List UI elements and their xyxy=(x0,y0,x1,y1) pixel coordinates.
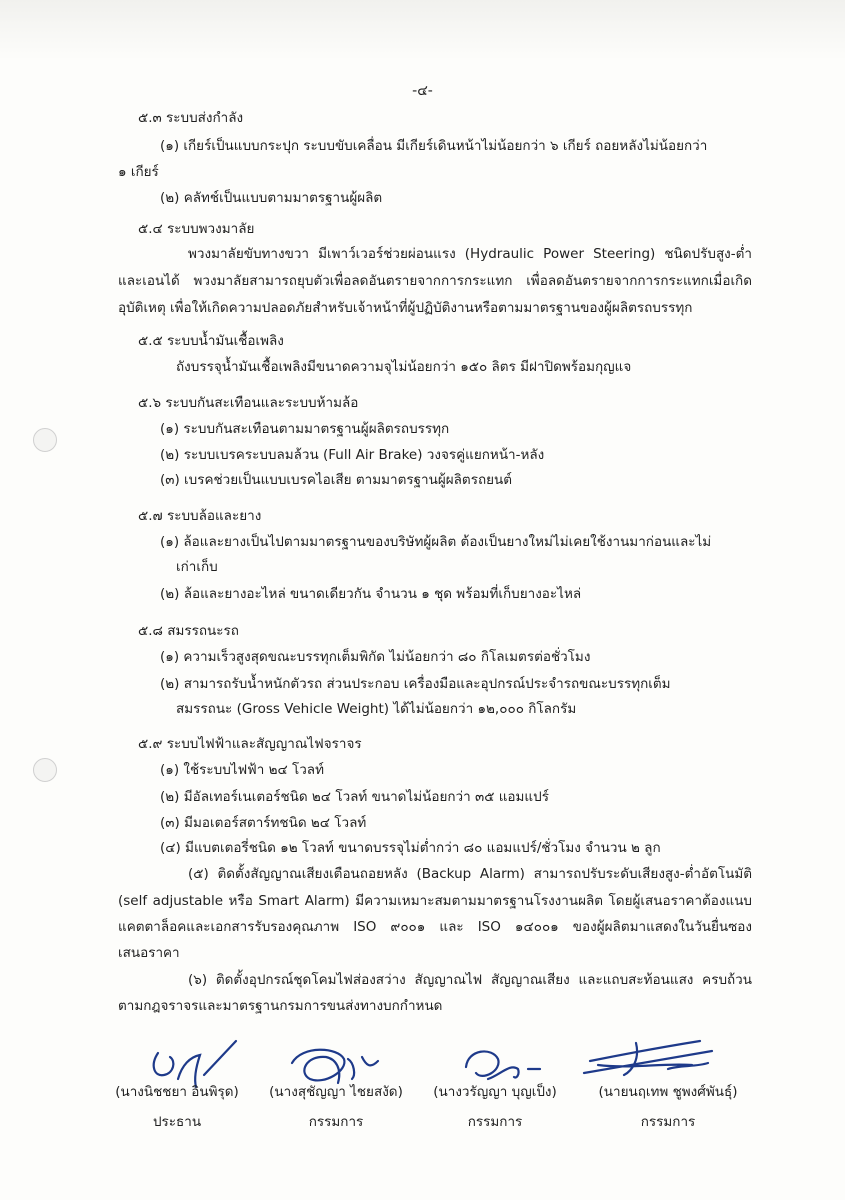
item-5-9-5-cont3: เสนอราคา xyxy=(118,945,180,961)
item-5-6-1: (๑) ระบบกันสะเทือนตามมาตรฐานผู้ผลิตรถบรรทุก xyxy=(160,421,450,437)
section-heading-5-5: ๕.๕ ระบบน้ำมันเชื้อเพลิง xyxy=(138,333,284,349)
punch-hole-bottom xyxy=(33,758,57,782)
punch-hole-top xyxy=(33,428,57,452)
paragraph-5-4-line3: อุบัติเหตุ เพื่อให้เกิดความปลอดภัยสำหรับเจ้าหน้าที่ผู้ปฏิบัติงานหรือตามมาตรฐานของผู้ผลิตรถบรรทุก xyxy=(118,300,693,316)
section-heading-5-9: ๕.๙ ระบบไฟฟ้าและสัญญาณไฟจราจร xyxy=(138,736,362,752)
section-heading-5-4: ๕.๔ ระบบพวงมาลัย xyxy=(138,221,255,237)
signatory-4-role: กรรมการ xyxy=(640,1114,696,1130)
item-5-9-1: (๑) ใช้ระบบไฟฟ้า ๒๔ โวลท์ xyxy=(160,762,324,778)
signatory-2-role: กรรมการ xyxy=(308,1114,364,1130)
item-5-6-3: (๓) เบรคช่วยเป็นแบบเบรคไอเสีย ตามมาตรฐานผู้ผลิตรถยนต์ xyxy=(160,472,513,488)
item-5-9-5: (๕) ติดตั้งสัญญาณเสียงเตือนถอยหลัง (Backup Alarm) สามารถปรับระดับเสียงสูง-ต่ำอัตโนมัติ xyxy=(188,866,752,882)
item-5-7-1: (๑) ล้อและยางเป็นไปตามมาตรฐานของบริษัทผู้ผลิต ต้องเป็นยางใหม่ไม่เคยใช้งานมาก่อนและไม่ xyxy=(160,534,712,550)
item-5-3-1-cont: ๑ เกียร์ xyxy=(118,164,159,180)
item-5-7-1-cont: เก่าเก็บ xyxy=(176,559,218,575)
item-5-9-4: (๔) มีแบตเตอรี่ชนิด ๑๒ โวลท์ ขนาดบรรจุไม่ต่ำกว่า ๘๐ แอมแปร์/ชั่วโมง จำนวน ๒ ลูก xyxy=(160,840,661,856)
item-5-9-6-cont: ตามกฎจราจรและมาตรฐานกรมการขนส่งทางบกกำหนด xyxy=(118,998,443,1014)
signatory-4-name: (นายนฤเทพ ชูพงศ์พันธุ์) xyxy=(598,1084,738,1100)
item-5-9-5-cont2: แคตตาล็อคและเอกสารรับรองคุณภาพ ISO ๙๐๐๑ และ ISO ๑๔๐๐๑ ของผู้ผลิตมาแสดงในวันยื่นซอง xyxy=(118,919,752,935)
item-5-9-2: (๒) มีอัลเทอร์เนเตอร์ชนิด ๒๔ โวลท์ ขนาดไม่น้อยกว่า ๓๕ แอมแปร์ xyxy=(160,789,549,805)
item-5-9-3: (๓) มีมอเตอร์สตาร์ทชนิด ๒๔ โวลท์ xyxy=(160,815,367,831)
scan-header-shadow xyxy=(0,0,845,60)
signatory-3-name: (นางวรัญญา บุญเป็ง) xyxy=(433,1084,557,1100)
signatory-1-name: (นางนิชชยา อินพิรุด) xyxy=(115,1084,239,1100)
paragraph-5-4-line2: และเอนได้ พวงมาลัยสามารถยุบตัวเพื่อลดอันตรายจากการกระแทก เพื่อลดอันตรายจากการกระแทกเมื่อเกิด xyxy=(118,273,752,289)
item-5-8-1: (๑) ความเร็วสูงสุดขณะบรรทุกเต็มพิกัด ไม่น้อยกว่า ๘๐ กิโลเมตรต่อชั่วโมง xyxy=(160,649,591,665)
section-heading-5-6: ๕.๖ ระบบกันสะเทือนและระบบห้ามล้อ xyxy=(138,395,359,411)
paragraph-5-5: ถังบรรจุน้ำมันเชื้อเพลิงมีขนาดความจุไม่น้อยกว่า ๑๕๐ ลิตร มีฝาปิดพร้อมกุญแจ xyxy=(176,359,632,375)
item-5-8-2-cont: สมรรถนะ (Gross Vehicle Weight) ได้ไม่น้อยกว่า ๑๒,๐๐๐ กิโลกรัม xyxy=(176,701,577,717)
item-5-7-2: (๒) ล้อและยางอะไหล่ ขนาดเดียวกัน จำนวน ๑ ชุด พร้อมที่เก็บยางอะไหล่ xyxy=(160,586,582,602)
item-5-3-1: (๑) เกียร์เป็นแบบกระปุก ระบบขับเคลื่อน มีเกียร์เดินหน้าไม่น้อยกว่า ๖ เกียร์ ถอยหลังไม่น้อยกว่า xyxy=(160,138,708,154)
page-number: -๔- xyxy=(412,83,433,99)
section-heading-5-3: ๕.๓ ระบบส่งกำลัง xyxy=(138,110,244,126)
item-5-9-5-cont1: (self adjustable หรือ Smart Alarm) มีความเหมาะสมตามมาตรฐานโรงงานผลิต โดยผู้เสนอราคาต้องแนบ xyxy=(118,893,752,909)
signatory-3-role: กรรมการ xyxy=(467,1114,523,1130)
section-heading-5-8: ๕.๘ สมรรถนะรถ xyxy=(138,623,239,639)
paragraph-5-4-line1: พวงมาลัยขับทางขวา มีเพาว์เวอร์ช่วยผ่อนแรง (Hydraulic Power Steering) ชนิดปรับสูง-ต่ำ xyxy=(188,246,752,262)
item-5-9-6: (๖) ติดตั้งอุปกรณ์ชุดโคมไฟส่องสว่าง สัญญาณไฟ สัญญาณเสียง และแถบสะท้อนแสง ครบถ้วน xyxy=(188,972,752,988)
section-heading-5-7: ๕.๗ ระบบล้อและยาง xyxy=(138,508,262,524)
signatory-2-name: (นางสุชัญญา ไชยสงัด) xyxy=(269,1084,403,1100)
signatory-1-role: ประธาน xyxy=(152,1114,202,1130)
item-5-6-2: (๒) ระบบเบรคระบบลมล้วน (Full Air Brake) วงจรคู่แยกหน้า-หลัง xyxy=(160,447,545,463)
item-5-8-2: (๒) สามารถรับน้ำหนักตัวรถ ส่วนประกอบ เครื่องมือและอุปกรณ์ประจำรถขณะบรรทุกเต็ม xyxy=(160,676,671,692)
item-5-3-2: (๒) คลัทช์เป็นแบบตามมาตรฐานผู้ผลิต xyxy=(160,190,383,206)
